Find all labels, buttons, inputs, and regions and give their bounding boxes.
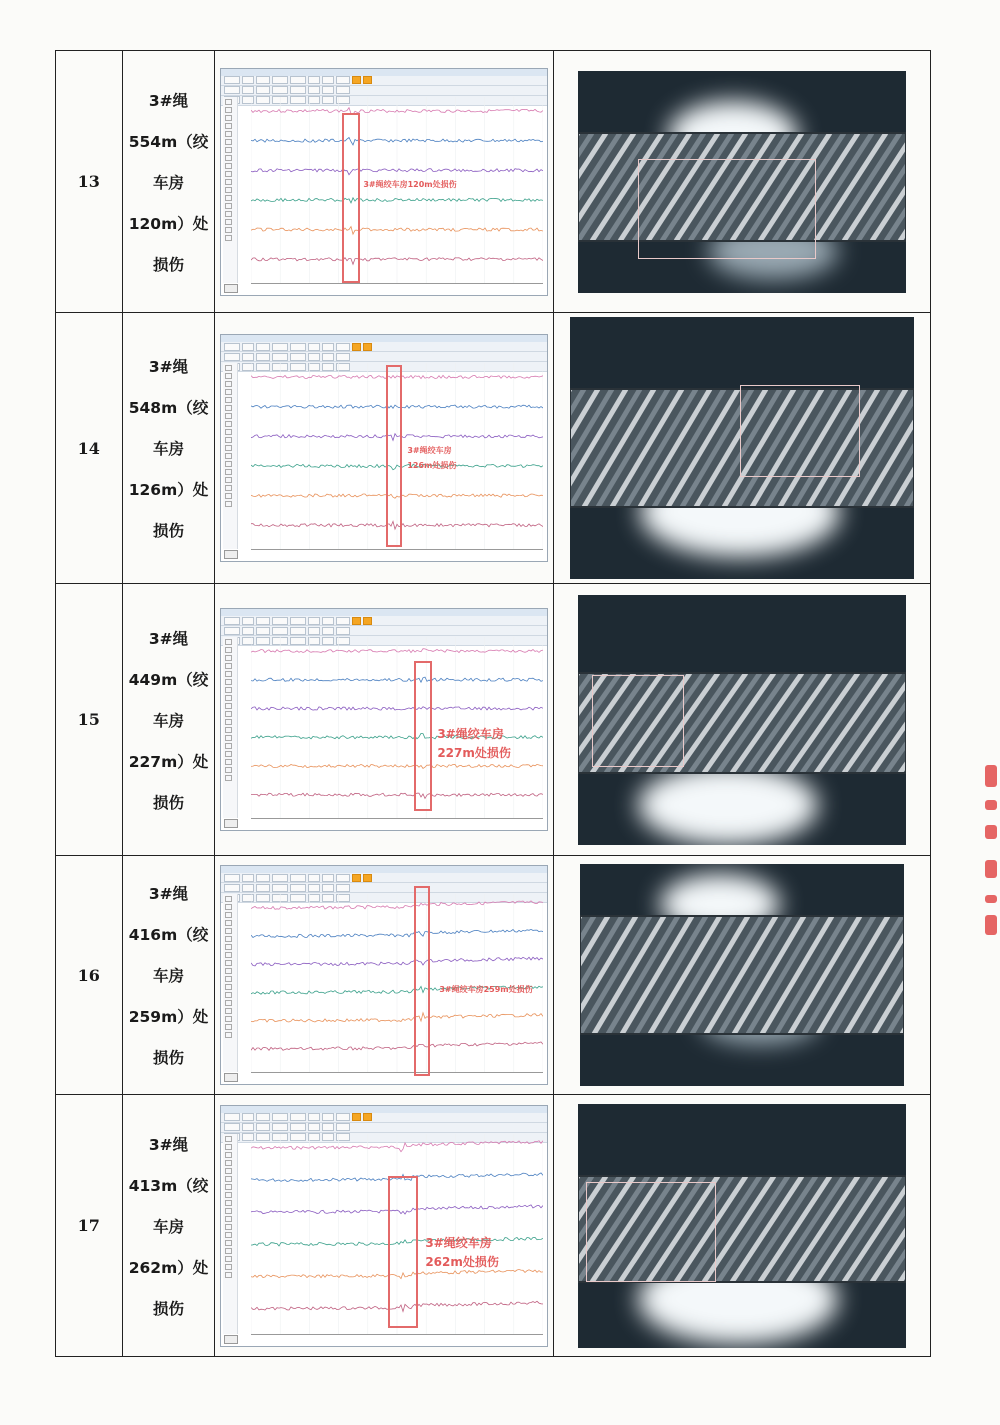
channel-checkbox[interactable] [225, 960, 232, 966]
channel-checkbox[interactable] [225, 687, 232, 693]
start-icon[interactable] [352, 1113, 361, 1121]
damage-location-text: 损伤 [152, 522, 184, 540]
channel-checkbox[interactable] [225, 1208, 232, 1214]
toolbar-button[interactable] [322, 1123, 334, 1131]
toolbar-button[interactable] [242, 1113, 254, 1121]
photo-cell [554, 51, 931, 313]
toolbar [221, 616, 547, 626]
channel-checkbox[interactable] [225, 397, 232, 403]
toolbar-button[interactable] [308, 617, 320, 625]
channel-checkbox[interactable] [225, 992, 232, 998]
toolbar-button[interactable] [290, 1113, 306, 1121]
toolbar-button[interactable] [242, 1123, 254, 1131]
channel-checkbox[interactable] [225, 139, 232, 145]
channel-checkbox[interactable] [225, 389, 232, 395]
channel-checkbox[interactable] [225, 381, 232, 387]
damage-marker [386, 365, 402, 547]
damage-location-text: 262m）处 [128, 1258, 209, 1277]
toolbar [221, 352, 547, 362]
channel-checkbox[interactable] [225, 1160, 232, 1166]
channel-checkbox[interactable] [225, 1000, 232, 1006]
toolbar-button[interactable] [242, 874, 254, 882]
toolbar-button[interactable] [256, 1123, 270, 1131]
toolbar-button[interactable] [272, 343, 288, 351]
damage-location-text: 227m）处 [128, 752, 209, 771]
toolbar-button[interactable] [272, 627, 288, 635]
channel-checkbox[interactable] [225, 179, 232, 185]
detection-software-screenshot [220, 608, 548, 831]
toolbar-button[interactable] [224, 1113, 240, 1121]
channel-checkbox[interactable] [225, 1016, 232, 1022]
damage-location-text: 449m（绞 [128, 670, 209, 689]
scale-button[interactable] [224, 550, 238, 559]
toolbar-button[interactable] [322, 1113, 334, 1121]
toolbar-button[interactable] [256, 343, 270, 351]
damage-location-text: 车房 [152, 440, 184, 458]
damage-location-text: 车房 [152, 967, 184, 985]
channel-checkbox[interactable] [225, 976, 232, 982]
toolbar-button[interactable] [242, 617, 254, 625]
detection-software-screenshot [220, 334, 548, 562]
window-titlebar [221, 1106, 547, 1113]
channel-checkbox[interactable] [225, 155, 232, 161]
toolbar-button[interactable] [256, 353, 270, 361]
scale-button[interactable] [224, 1073, 238, 1082]
toolbar-button[interactable] [256, 76, 270, 84]
channel-checkbox[interactable] [225, 767, 232, 773]
channel-checkbox[interactable] [225, 735, 232, 741]
y-axis [238, 637, 250, 818]
channel-checkbox[interactable] [225, 123, 232, 129]
toolbar-button[interactable] [272, 1123, 288, 1131]
channel-checkbox[interactable] [225, 1216, 232, 1222]
channel-list[interactable] [223, 637, 238, 818]
damage-location-text: 413m（绞 [128, 1176, 209, 1195]
toolbar-button[interactable] [224, 617, 240, 625]
damage-location-text: 126m）处 [128, 481, 209, 499]
toolbar-button[interactable] [272, 76, 288, 84]
stop-icon[interactable] [363, 617, 372, 625]
toolbar-button[interactable] [308, 343, 320, 351]
toolbar-button[interactable] [242, 884, 254, 892]
channel-checkbox[interactable] [225, 235, 232, 241]
channel-list[interactable] [223, 97, 238, 283]
channel-checkbox[interactable] [225, 115, 232, 121]
y-axis [238, 1134, 250, 1334]
toolbar-button[interactable] [308, 627, 320, 635]
toolbar-button[interactable] [322, 353, 334, 361]
damage-location-text: 3#绳 [148, 91, 189, 110]
channel-checkbox[interactable] [225, 453, 232, 459]
toolbar-button[interactable] [256, 86, 270, 94]
channel-checkbox[interactable] [225, 968, 232, 974]
damage-annotation: 3#绳绞车房 [407, 446, 452, 455]
damage-highlight-box [592, 675, 684, 767]
channel-checkbox[interactable] [225, 759, 232, 765]
toolbar-button[interactable] [336, 627, 350, 635]
toolbar-button[interactable] [322, 874, 334, 882]
damage-annotation: 227m处损伤 [437, 746, 511, 760]
damage-report-table [55, 50, 931, 1357]
damage-marker [388, 1176, 418, 1328]
damage-marker [414, 661, 432, 811]
channel-checkbox[interactable] [225, 171, 232, 177]
stop-icon[interactable] [363, 1113, 372, 1121]
channel-checkbox[interactable] [225, 1224, 232, 1230]
toolbar-button[interactable] [224, 627, 240, 635]
toolbar-button[interactable] [322, 343, 334, 351]
photo-cell [554, 584, 931, 856]
damage-description-cell [122, 584, 215, 856]
damage-location-text: 554m（绞 [128, 132, 209, 151]
start-icon[interactable] [352, 617, 361, 625]
damage-description-cell [122, 51, 215, 313]
damage-location-text: 车房 [152, 711, 184, 730]
x-axis [251, 1072, 543, 1082]
channel-checkbox[interactable] [225, 1136, 232, 1142]
toolbar-button[interactable] [272, 1113, 288, 1121]
channel-checkbox[interactable] [225, 719, 232, 725]
detection-chart-cell [215, 856, 554, 1095]
channel-checkbox[interactable] [225, 647, 232, 653]
channel-checkbox[interactable] [225, 695, 232, 701]
channel-checkbox[interactable] [225, 501, 232, 507]
toolbar-button[interactable] [336, 1123, 350, 1131]
channel-list[interactable] [223, 894, 238, 1072]
channel-checkbox[interactable] [225, 461, 232, 467]
channel-checkbox[interactable] [225, 1256, 232, 1262]
channel-checkbox[interactable] [225, 413, 232, 419]
damage-description-cell [122, 856, 215, 1095]
toolbar-button[interactable] [308, 76, 320, 84]
scale-button[interactable] [224, 819, 238, 828]
stop-icon[interactable] [363, 76, 372, 84]
channel-checkbox[interactable] [225, 679, 232, 685]
toolbar [221, 1123, 547, 1133]
damage-annotation: 3#绳绞车房120m处损伤 [363, 179, 457, 189]
channel-checkbox[interactable] [225, 1144, 232, 1150]
channel-checkbox[interactable] [225, 485, 232, 491]
wire-rope-photo [578, 1104, 906, 1348]
toolbar-button[interactable] [242, 343, 254, 351]
damage-annotation: 262m处损伤 [425, 1254, 499, 1269]
toolbar-button[interactable] [242, 627, 254, 635]
wire-rope-photo [570, 317, 914, 579]
y-axis [238, 894, 250, 1072]
toolbar-button[interactable] [290, 627, 306, 635]
toolbar-button[interactable] [336, 1113, 350, 1121]
channel-checkbox[interactable] [225, 405, 232, 411]
row-number: 16 [56, 856, 123, 1095]
toolbar [221, 883, 547, 893]
wire-rope-photo [578, 71, 906, 293]
damage-location-text: 548m（绞 [128, 399, 209, 417]
toolbar-button[interactable] [290, 884, 306, 892]
toolbar-button[interactable] [308, 884, 320, 892]
channel-checkbox[interactable] [225, 195, 232, 201]
detection-software-screenshot [220, 1105, 548, 1347]
channel-checkbox[interactable] [225, 445, 232, 451]
toolbar-button[interactable] [290, 1123, 306, 1131]
damage-location-text: 损伤 [152, 255, 184, 274]
toolbar [221, 86, 547, 96]
damage-marker [342, 113, 360, 283]
damage-highlight-box [586, 1182, 716, 1282]
detection-chart-cell [215, 313, 554, 584]
x-axis [251, 1334, 543, 1344]
toolbar [221, 76, 547, 86]
toolbar-button[interactable] [290, 76, 306, 84]
channel-checkbox[interactable] [225, 187, 232, 193]
channel-checkbox[interactable] [225, 1248, 232, 1254]
toolbar [221, 626, 547, 636]
toolbar-button[interactable] [308, 1123, 320, 1131]
toolbar-button[interactable] [224, 76, 240, 84]
toolbar-button[interactable] [272, 86, 288, 94]
toolbar-button[interactable] [290, 874, 306, 882]
window-titlebar [221, 69, 547, 76]
photo-cell [554, 313, 931, 584]
scale-button[interactable] [224, 284, 238, 293]
toolbar-button[interactable] [256, 1113, 270, 1121]
toolbar [221, 1113, 547, 1123]
toolbar-button[interactable] [336, 353, 350, 361]
toolbar-button[interactable] [256, 884, 270, 892]
detection-software-screenshot [220, 68, 548, 296]
channel-checkbox[interactable] [225, 493, 232, 499]
stop-icon[interactable] [363, 874, 372, 882]
channel-checkbox[interactable] [225, 671, 232, 677]
toolbar-button[interactable] [242, 76, 254, 84]
channel-checkbox[interactable] [225, 904, 232, 910]
channel-checkbox[interactable] [225, 920, 232, 926]
table-row [56, 51, 931, 313]
detection-software-screenshot [220, 865, 548, 1085]
scale-button[interactable] [224, 1335, 238, 1344]
signal-plot [251, 97, 543, 283]
toolbar-button[interactable] [308, 86, 320, 94]
damage-highlight-box [740, 385, 860, 477]
toolbar-button[interactable] [336, 76, 350, 84]
channel-checkbox[interactable] [225, 944, 232, 950]
toolbar-button[interactable] [272, 874, 288, 882]
table-row [56, 1095, 931, 1357]
channel-checkbox[interactable] [225, 639, 232, 645]
toolbar-button[interactable] [336, 343, 350, 351]
channel-checkbox[interactable] [225, 1200, 232, 1206]
channel-checkbox[interactable] [225, 1232, 232, 1238]
detection-chart-cell [215, 51, 554, 313]
damage-annotation: 3#绳绞车房 [437, 727, 504, 741]
channel-checkbox[interactable] [225, 437, 232, 443]
channel-checkbox[interactable] [225, 663, 232, 669]
window-titlebar [221, 866, 547, 873]
toolbar-button[interactable] [256, 874, 270, 882]
channel-checkbox[interactable] [225, 477, 232, 483]
damage-location-text: 损伤 [152, 1299, 184, 1318]
channel-checkbox[interactable] [225, 912, 232, 918]
table-row [56, 856, 931, 1095]
channel-checkbox[interactable] [225, 147, 232, 153]
channel-checkbox[interactable] [225, 936, 232, 942]
channel-checkbox[interactable] [225, 751, 232, 757]
channel-checkbox[interactable] [225, 1192, 232, 1198]
window-titlebar [221, 609, 547, 616]
damage-location-text: 416m（绞 [128, 926, 209, 944]
toolbar-button[interactable] [290, 617, 306, 625]
channel-list[interactable] [223, 363, 238, 549]
channel-checkbox[interactable] [225, 984, 232, 990]
channel-checkbox[interactable] [225, 163, 232, 169]
toolbar-button[interactable] [224, 343, 240, 351]
row-number: 14 [56, 313, 123, 584]
channel-checkbox[interactable] [225, 1024, 232, 1030]
channel-checkbox[interactable] [225, 1008, 232, 1014]
damage-location-text: 3#绳 [148, 1135, 189, 1154]
damage-location-text: 损伤 [152, 793, 184, 812]
window-titlebar [221, 335, 547, 342]
y-axis [238, 97, 250, 283]
channel-checkbox[interactable] [225, 373, 232, 379]
detection-chart-cell [215, 584, 554, 856]
start-icon[interactable] [352, 76, 361, 84]
row-number: 13 [56, 51, 123, 313]
channel-checkbox[interactable] [225, 1168, 232, 1174]
damage-location-text: 车房 [152, 1217, 184, 1236]
damage-location-text: 120m）处 [128, 214, 209, 233]
channel-checkbox[interactable] [225, 1032, 232, 1038]
channel-checkbox[interactable] [225, 703, 232, 709]
toolbar-button[interactable] [224, 1123, 240, 1131]
toolbar-button[interactable] [322, 884, 334, 892]
toolbar-button[interactable] [290, 86, 306, 94]
toolbar-button[interactable] [242, 353, 254, 361]
y-axis [238, 363, 250, 549]
damage-description-cell [122, 313, 215, 584]
table-row [56, 313, 931, 584]
channel-checkbox[interactable] [225, 219, 232, 225]
channel-checkbox[interactable] [225, 1240, 232, 1246]
damage-annotation: 3#绳绞车房 [425, 1235, 492, 1250]
toolbar-button[interactable] [290, 353, 306, 361]
channel-list[interactable] [223, 1134, 238, 1334]
toolbar-button[interactable] [322, 617, 334, 625]
damage-annotation: 3#绳绞车房259m处损伤 [439, 985, 533, 994]
channel-checkbox[interactable] [225, 227, 232, 233]
channel-checkbox[interactable] [225, 1264, 232, 1270]
toolbar-button[interactable] [290, 343, 306, 351]
row-number: 17 [56, 1095, 123, 1357]
damage-location-text: 3#绳 [148, 629, 189, 648]
toolbar-button[interactable] [336, 617, 350, 625]
channel-checkbox[interactable] [225, 775, 232, 781]
toolbar-button[interactable] [308, 1113, 320, 1121]
toolbar-button[interactable] [322, 76, 334, 84]
channel-checkbox[interactable] [225, 211, 232, 217]
start-icon[interactable] [352, 874, 361, 882]
channel-checkbox[interactable] [225, 727, 232, 733]
wire-rope [580, 864, 904, 1086]
wire-rope-photo [580, 864, 904, 1086]
signal-plot [251, 894, 543, 1072]
toolbar-button[interactable] [242, 86, 254, 94]
x-axis [251, 283, 543, 293]
x-axis [251, 818, 543, 828]
toolbar-button[interactable] [224, 884, 240, 892]
damage-location-text: 损伤 [152, 1049, 184, 1067]
damage-annotation: 126m处损伤 [407, 461, 457, 470]
table-row [56, 584, 931, 856]
channel-checkbox[interactable] [225, 952, 232, 958]
photo-cell [554, 1095, 931, 1357]
photo-cell [554, 856, 931, 1095]
channel-checkbox[interactable] [225, 1176, 232, 1182]
channel-checkbox[interactable] [225, 107, 232, 113]
toolbar-button[interactable] [308, 353, 320, 361]
x-axis [251, 549, 543, 559]
start-icon[interactable] [352, 343, 361, 351]
channel-checkbox[interactable] [225, 711, 232, 717]
channel-checkbox[interactable] [225, 99, 232, 105]
channel-checkbox[interactable] [225, 131, 232, 137]
wire-rope-photo [578, 595, 906, 845]
detection-chart-cell [215, 1095, 554, 1357]
channel-checkbox[interactable] [225, 896, 232, 902]
red-seal-stamp [985, 765, 999, 945]
toolbar-button[interactable] [322, 86, 334, 94]
damage-marker [414, 886, 430, 1076]
channel-checkbox[interactable] [225, 743, 232, 749]
damage-location-text: 3#绳 [148, 885, 189, 903]
toolbar-button[interactable] [336, 884, 350, 892]
channel-checkbox[interactable] [225, 469, 232, 475]
toolbar-button[interactable] [224, 86, 240, 94]
damage-location-text: 3#绳 [148, 358, 189, 376]
toolbar-button[interactable] [308, 874, 320, 882]
toolbar-button[interactable] [336, 86, 350, 94]
toolbar-button[interactable] [224, 874, 240, 882]
toolbar [221, 342, 547, 352]
damage-location-text: 259m）处 [128, 1008, 209, 1026]
toolbar-button[interactable] [336, 874, 350, 882]
channel-checkbox[interactable] [225, 1184, 232, 1190]
channel-checkbox[interactable] [225, 421, 232, 427]
toolbar-button[interactable] [272, 617, 288, 625]
channel-checkbox[interactable] [225, 928, 232, 934]
toolbar-button[interactable] [256, 627, 270, 635]
row-number: 15 [56, 584, 123, 856]
toolbar-button[interactable] [256, 617, 270, 625]
toolbar-button[interactable] [272, 353, 288, 361]
toolbar-button[interactable] [272, 884, 288, 892]
toolbar-button[interactable] [224, 353, 240, 361]
channel-checkbox[interactable] [225, 429, 232, 435]
toolbar [221, 873, 547, 883]
damage-description-cell [122, 1095, 215, 1357]
toolbar-button[interactable] [322, 627, 334, 635]
channel-checkbox[interactable] [225, 1152, 232, 1158]
damage-highlight-box [638, 159, 816, 259]
damage-location-text: 车房 [152, 173, 184, 192]
channel-checkbox[interactable] [225, 203, 232, 209]
channel-checkbox[interactable] [225, 655, 232, 661]
stop-icon[interactable] [363, 343, 372, 351]
channel-checkbox[interactable] [225, 1272, 232, 1278]
channel-checkbox[interactable] [225, 365, 232, 371]
